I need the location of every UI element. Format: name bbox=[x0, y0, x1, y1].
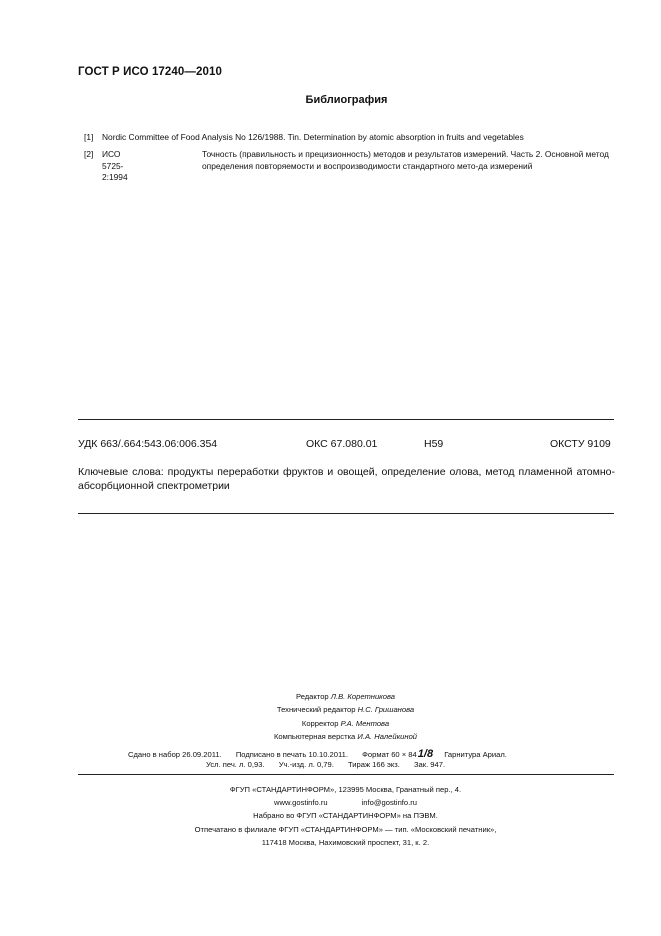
typeface: Гарнитура Ариал. bbox=[444, 750, 507, 759]
publisher-contacts bbox=[30, 796, 661, 809]
publisher-divider bbox=[78, 774, 614, 775]
bibliography-title: Библиография bbox=[305, 94, 388, 106]
tech-editor-line: Технический редактор Н.С. Гришанова bbox=[276, 705, 415, 715]
ref-text: Nordic Committee of Food Analysis No 126/1988. Tin. Determination by atomic absorption in fruits and vegetables bbox=[102, 132, 524, 142]
email-link[interactable]: info@gostinfo.ru bbox=[361, 798, 418, 808]
submitted-date: Сдано в набор 26.09.2011. bbox=[128, 750, 222, 759]
publication-row-1 bbox=[128, 748, 507, 760]
printer-address: 117418 Москва, Нахимовский проспект, 31, к. 2. bbox=[261, 837, 430, 847]
udk-code: УДК 663/.664:543.06:006.354 bbox=[78, 438, 218, 450]
keywords: Ключевые слова: продукты переработки фруктов и овощей, определение олова, метод пламенной атомно-абсорбционной спектрометрии bbox=[78, 466, 615, 492]
ref-standard-code: ИСО 5725-2:1994 bbox=[102, 149, 128, 182]
publisher-sheets: Уч.-изд. л. 0,79. bbox=[278, 760, 334, 769]
publication-row-2 bbox=[206, 760, 445, 769]
publisher-address: ФГУП «СТАНДАРТИНФОРМ», 123995 Москва, Гранатный пер., 4. bbox=[229, 785, 462, 794]
top-divider bbox=[78, 419, 614, 420]
ref-text: Точность (правильность и прецизионность) методов и результатов измерений. Часть 2. Основной метод определения повторяемости и воспроизводимости стандартного мето-да измерений bbox=[202, 149, 609, 171]
print-run: Тираж 166 экз. bbox=[347, 760, 400, 769]
bottom-divider bbox=[78, 513, 614, 514]
signed-date: Подписано в печать 10.10.2011. bbox=[235, 750, 348, 759]
format: Формат 60 × 84 bbox=[362, 750, 417, 759]
order-number: Зак. 947. bbox=[413, 760, 446, 769]
corrector-line: Корректор Р.А. Ментова bbox=[301, 718, 390, 728]
print-sheets: Усл. печ. л. 0,93. bbox=[206, 760, 265, 769]
okstu-code: ОКСТУ 9109 bbox=[550, 438, 611, 450]
layout-line: Компьютерная верстка И.А. Налейкиной bbox=[273, 732, 418, 742]
format-fraction: 1/8 bbox=[417, 748, 434, 760]
typeset-note: Набрано во ФГУП «СТАНДАРТИНФОРМ» на ПЭВМ. bbox=[253, 811, 438, 821]
printed-note: Отпечатано в филиале ФГУП «СТАНДАРТИНФОРМ» — тип. «Московский печатник», bbox=[194, 824, 497, 834]
ref-number: [1] bbox=[84, 132, 94, 142]
document-code: ГОСТ Р ИСО 17240—2010 bbox=[78, 66, 223, 78]
website-link[interactable]: www.gostinfo.ru bbox=[273, 798, 328, 808]
printer-block bbox=[0, 783, 661, 849]
ref-number: [2] bbox=[84, 149, 94, 159]
group-code: Н59 bbox=[424, 438, 444, 450]
oks-code: ОКС 67.080.01 bbox=[306, 438, 378, 450]
credits-block bbox=[0, 690, 661, 744]
editor-line: Редактор Л.В. Коретникова bbox=[295, 692, 396, 701]
